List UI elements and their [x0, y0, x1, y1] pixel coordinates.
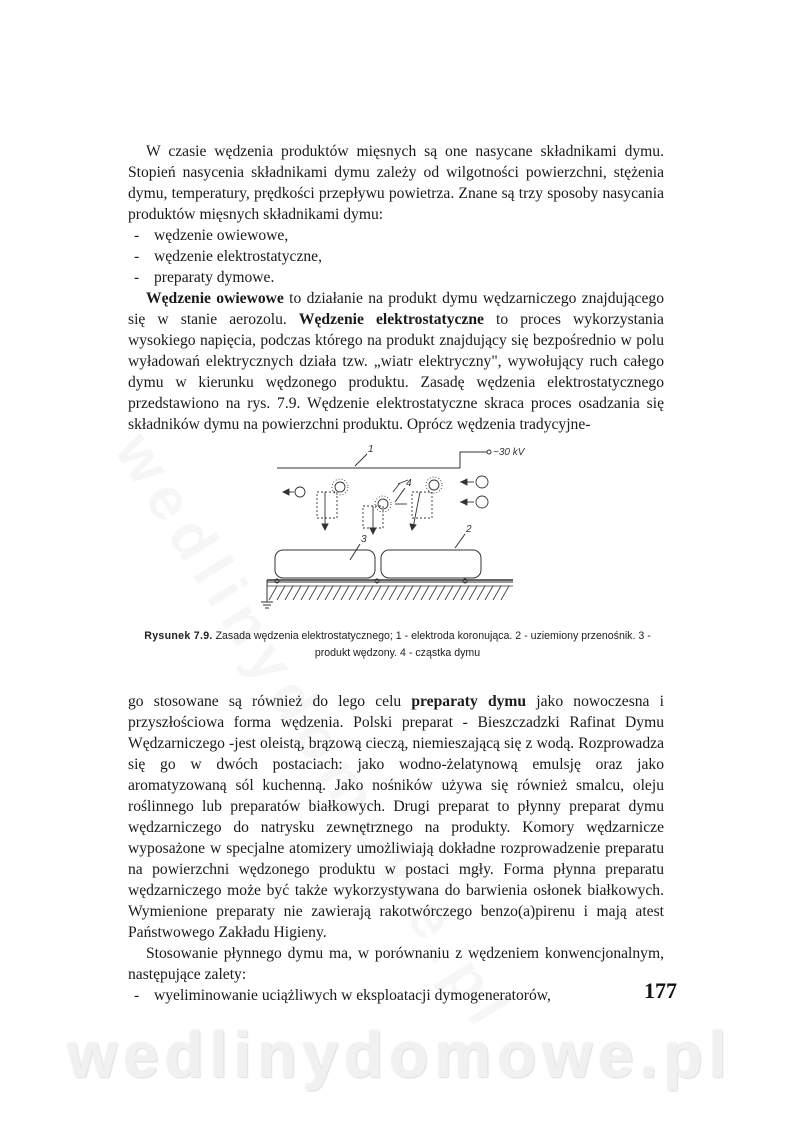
- figure-electrostatic-smoking-diagram: [255, 440, 525, 615]
- leader-2: [455, 534, 465, 548]
- list-item: - wędzenie elektrostatyczne,: [134, 248, 322, 265]
- smoke-particle-group: [283, 476, 488, 534]
- term-smoke-preparations: preparaty dymu: [411, 693, 527, 710]
- figure-caption: [140, 628, 655, 662]
- voltage-connector: [460, 452, 487, 468]
- list-item: - wyeliminowanie uciążliwych w eksploatacji dymogeneratorów,: [134, 987, 551, 1004]
- leader-4: [395, 488, 405, 502]
- list-item: - preparaty dymowe.: [134, 269, 275, 286]
- methods-list: [128, 225, 664, 288]
- paragraph-smoking-methods: Wędzenie owiewowe to działanie na produkt dymu wędzarniczego znajdującego się w stanie aerozolu. Wędzenie elektrostatyczne to proces wykorzystania wysokiego napięcia, podczas którego na produkt znajdujący się bezpośrednio w polu wyładowań elektrycznych działa tzw. „wiatr elektryczny", wywołujący ruch całego dymu w kierunku wędzonego produktu. Zasadę wędzenia elektrostatycznego przedstawiono na rys. 7.9. Wędzenie elektrostatyczne skraca proces osadzania się składników dymu na powierzchni produktu. Oprócz wędzenia tradycyjne-: [128, 290, 664, 433]
- bottom-text-block: [128, 691, 664, 1006]
- list-item: - wędzenie owiewowe,: [134, 227, 289, 244]
- advantages-list: [128, 985, 664, 1006]
- ground-hatching: [267, 586, 513, 600]
- label-conveyor: 2: [466, 524, 472, 535]
- leader-3: [350, 544, 360, 560]
- page-number: 177: [644, 978, 677, 1003]
- label-particle: 4: [406, 478, 412, 489]
- paragraph-smoke-preparations: go stosowane są również do lego celu preparaty dymu jako nowoczesna i przyszłościowa forma wędzenia. Polski preparat - Bieszczadzki Rafinat Dymu Wędzarniczego -jest oleistą, brązową cieczą, niemieszającą się z wodą. Rozprowadza się go w dwóch postaciach: jako wodno-żelatynową emulsję oraz jako aromatyzowaną sól kuchenną. Jako nośników używa się również smalcu, oleju roślinnego lub preparatów białkowych. Drugi preparat to płynny preparat dymu wędzarniczego do natrysku zewnętrznego na produkty. Komory wędzarnicze wyposażone w specjalne atomizery umożliwiają dokładne rozprowadzenie preparatu na powierzchni wędzonego produktu w postaci mgły. Forma płynna preparatu wędzarniczego może być także wykorzystywana do barwienia osłonek białkowych. Wymienione preparaty nie zawierają rakotwórczego benzo(a)pirenu i mają atest Państwowego Zakładu Higieny.: [128, 693, 664, 941]
- leader-1: [355, 454, 367, 466]
- top-text-block: [128, 141, 664, 435]
- caption-label: Rysunek 7.9.: [144, 630, 213, 642]
- smoked-product-left: [275, 550, 375, 578]
- label-product: 3: [361, 534, 367, 545]
- term-electrostatic-smoking: Wędzenie elektrostatyczne: [298, 311, 484, 328]
- paragraph-liquid-smoke: Stosowanie płynnego dymu ma, w porównaniu z wędzeniem konwencjonalnym, następujące zalety:: [128, 945, 664, 983]
- label-electrode: 1: [368, 444, 374, 455]
- term-blown-smoking: Wędzenie owiewowe: [146, 290, 284, 307]
- caption-text: Zasada wędzenia elektrostatycznego; 1 - elektroda koronująca. 2 - uziemiony przenośnik. 3 - produkt wędzony. 4 - cząstka dymu: [212, 630, 651, 659]
- voltage-label: ~30 kV: [493, 447, 525, 458]
- paragraph-intro: W czasie wędzenia produktów mięsnych są one nasycane składnikami dymu. Stopień nasycenia składnikami dymu zależy od wilgotności powierzchni, stężenia dymu, temperatury, prędkości przepływu powietrza. Znane są trzy sposoby nasycania produktów mięsnych składnikami dymu:: [128, 143, 664, 223]
- watermark: wedlinydomowe.pl: [67, 1019, 733, 1091]
- ground-symbol: [261, 580, 273, 608]
- smoked-product-right: [381, 550, 481, 578]
